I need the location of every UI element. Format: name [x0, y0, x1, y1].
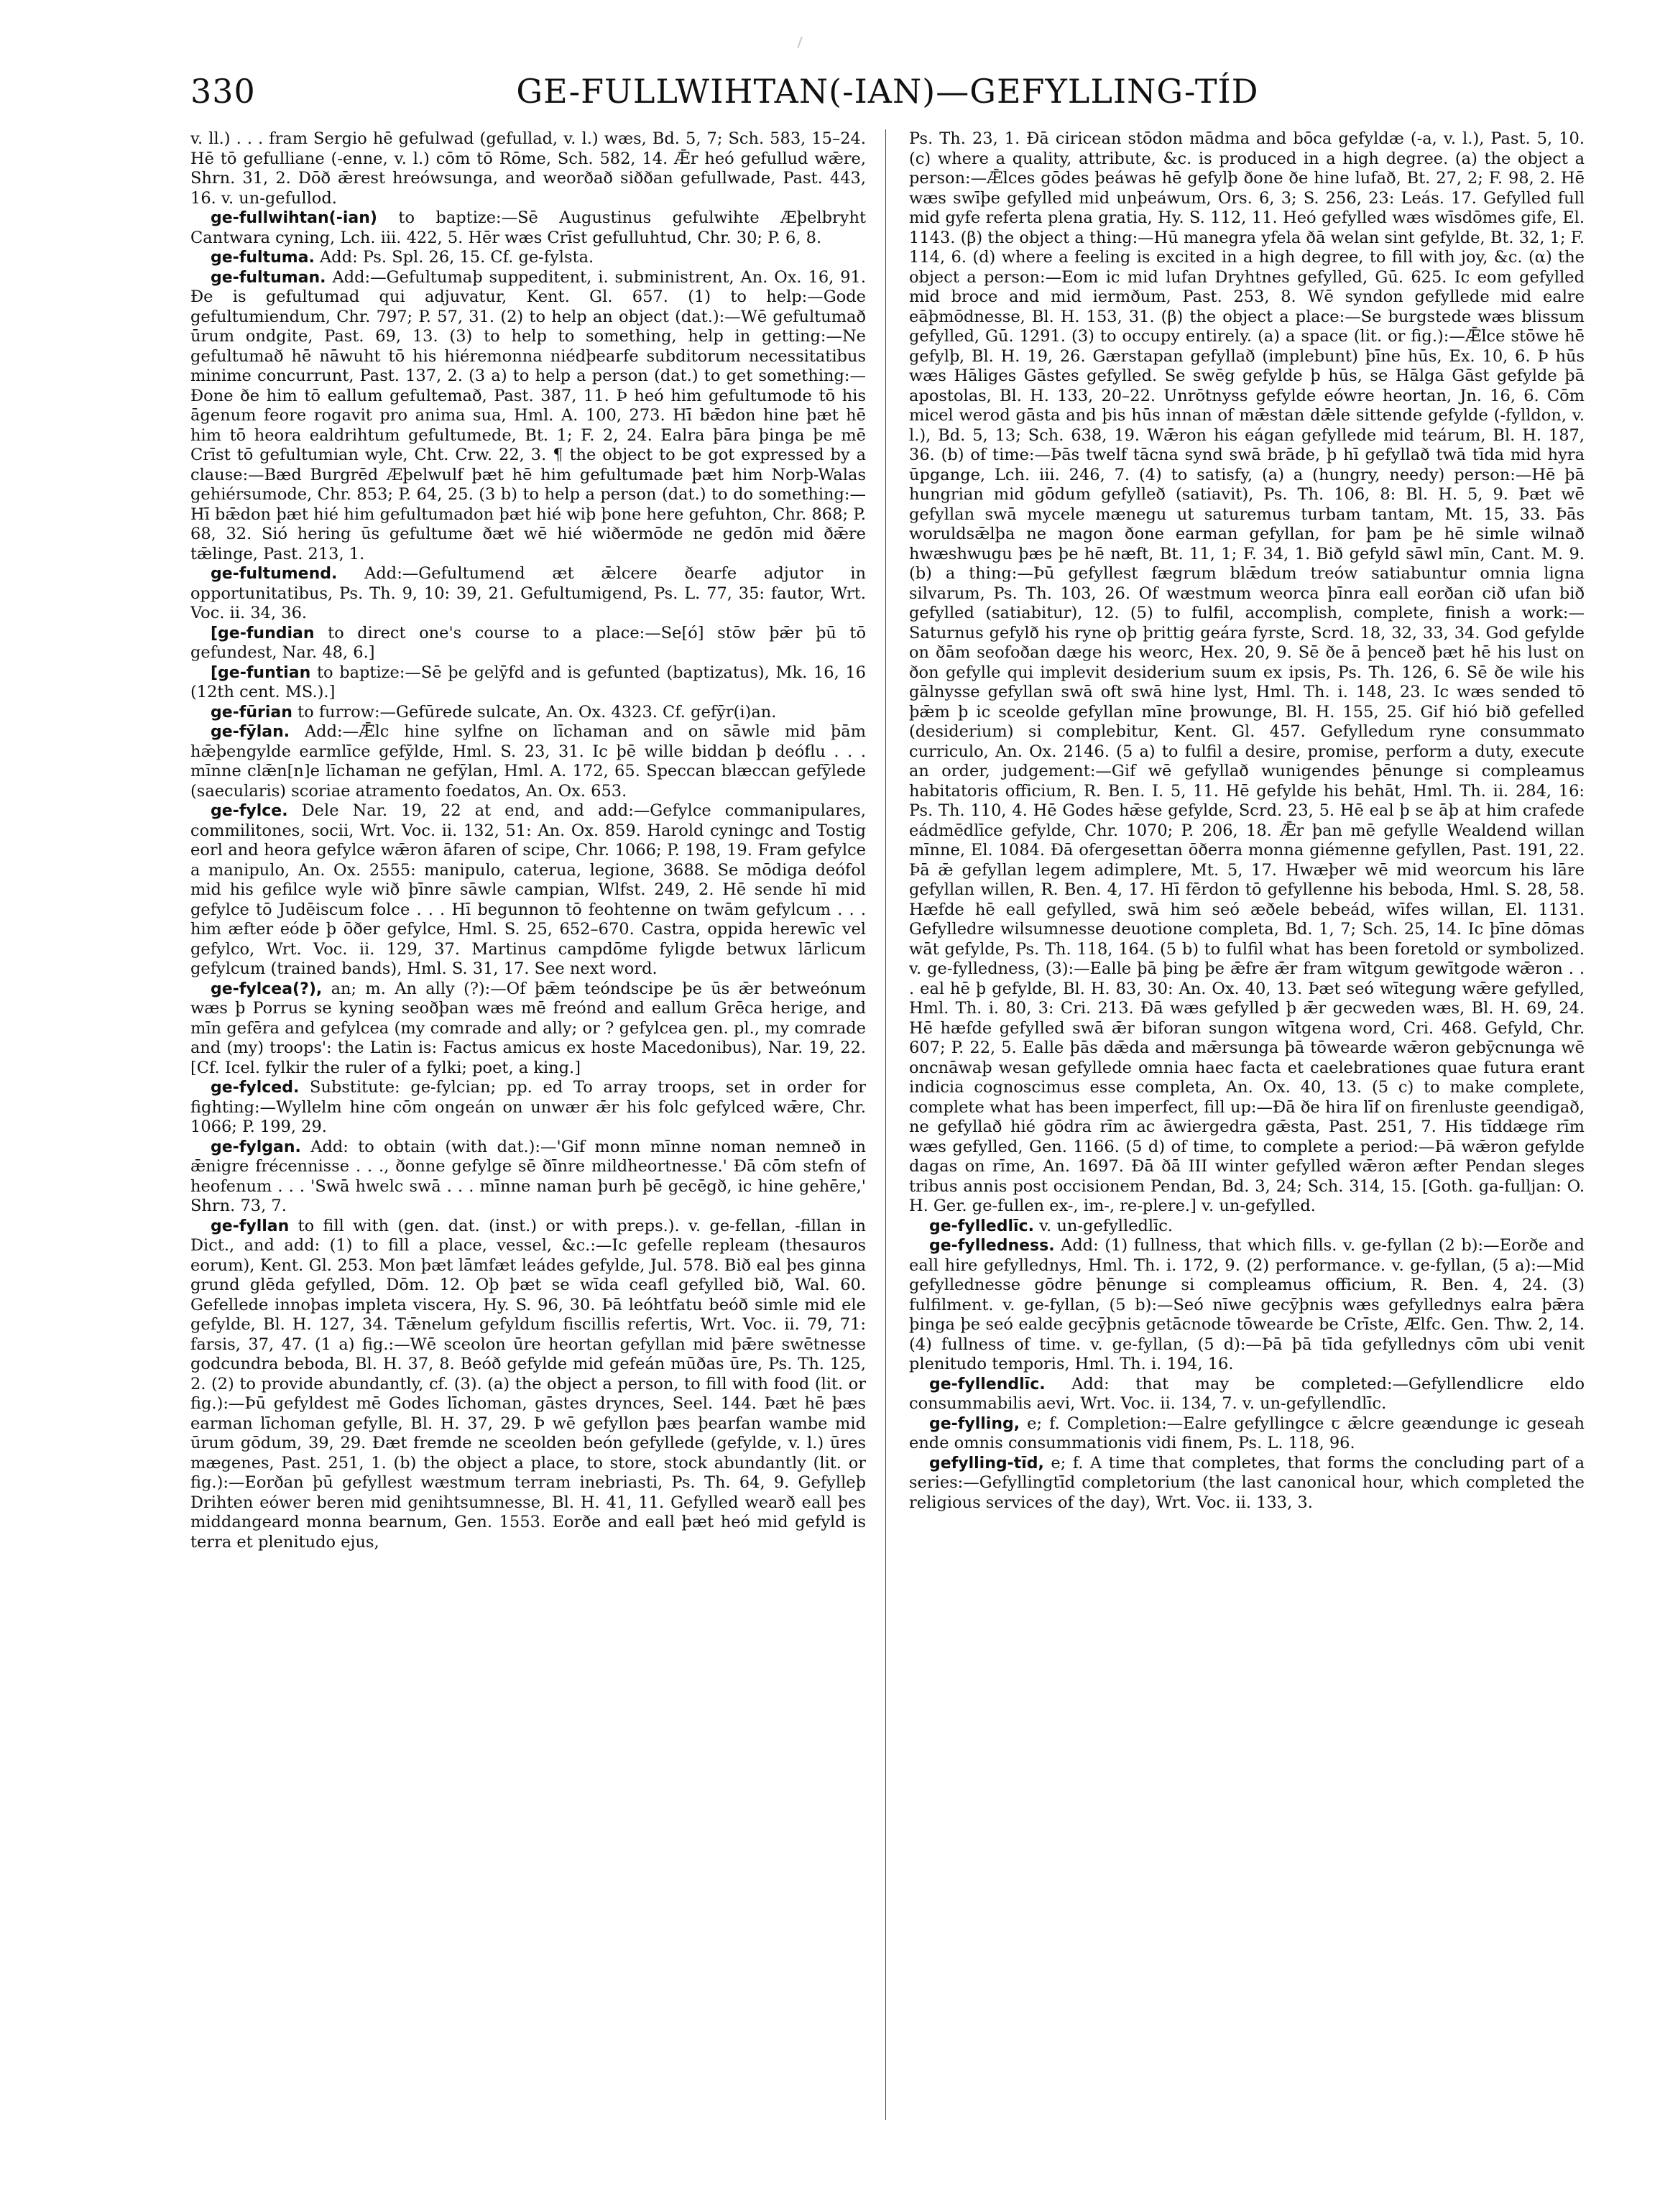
entry-text: e; f. A time that completes, that forms the concluding part of a series:—Gefyllingtīd completorium (the last canonical hour, which completed the religious services of the day), Wrt. Voc. ii. 133, 3. — [909, 1453, 1585, 1512]
dictionary-entry — [190, 208, 866, 248]
dictionary-entry — [190, 268, 866, 565]
entry-headword: ge-fultuma. — [211, 249, 315, 267]
dictionary-entry — [909, 1375, 1585, 1414]
entry-text: Add: to obtain (with dat.):—'Gif monn mīnne noman nemneð in ǣnigre frécennisse . . ., ðonne gefylge sē ðīnre mildheortnesse.' Ðā cōm stefn of heofenum . . . 'Swā hwelc swā . . . mīnne naman þurh þē gecēgð, ic hine gehēre,' Shrn. 73, 7. — [190, 1137, 866, 1215]
dictionary-entry — [190, 564, 866, 624]
running-title: GE-FULLWIHTAN(-IAN)—GEFYLLING-TÍD — [516, 72, 1259, 111]
entry-headword: ge-fullwihtan(-ian) — [211, 209, 377, 227]
entry-headword: ge-fultuman. — [211, 268, 326, 287]
entry-text: to furrow:—Gefūrede sulcate, An. Ox. 4323. Cf. gefȳr(i)an. — [298, 702, 777, 722]
entry-text: to fill with (gen. dat. (inst.) or with preps.). v. ge-fellan, -fillan in Dict., and add: (1) to fill a place, vessel, &c.:—Ic gefelle repleam (thesauros eorum), Kent. Gl. 253. Mon þæt lāmfæt leádes gefylde, Jul. 578. Bið eal þes ginna grund glēda gefylled, Dōm. 12. Oþ þæt se wīda ceafl gefylled bið, Wal. 60. Gefellede innoþas impleta viscera, Hy. S. 96, 30. Þā leóhtfatu beóð simle mid ele gefylde, Bl. H. 127, 34. Tǣnelum gefyldum fiscillis refertis, Wrt. Voc. ii. 79, 71: farsis, 37, 47. (1 a) fig.:—Wē sceolon ūre heortan gefyllan mid þǣre swētnesse godcundra beboda, Bl. H. 37, 8. Beóð gefylde mid gefeán mūðas ūre, Ps. Th. 125, 2. (2) to provide abundantly, cf. (3). (a) the object a person, to fill with food (lit. or fig.):—Þū gefyldest mē Godes līchoman, gāstes drynces, Seel. 144. Þæt hē þæs earman līchoman gefylle, Bl. H. 37, 29. Þ wē gefyllon þæs þearfan wambe mid ūrum gōdum, 39, 29. Ðæt fremde ne sceolden beón gefyllede (gefylde, v. l.) ūres mægenes, Past. 251, 1. (b) the object a place, to store, stock abundantly (lit. or fig.):—Eorðan þū gefyllest wæstmum terram inebriasti, Ps. Th. 64, 9. Gefylleþ Drihten eówer beren mid genihtsumnesse, Bl. H. 41, 11. Gefylled wearð eall þes middangeard monna bearnum, Gen. 1553. Eorðe and eall þæt heó mid gefyld is terra et plenitudo ejus, — [190, 1216, 866, 1552]
column-divider — [885, 129, 886, 2120]
page-header — [190, 72, 1585, 124]
scan-mark — [797, 37, 802, 48]
dictionary-entry — [190, 1138, 866, 1217]
dictionary-entry — [190, 703, 866, 723]
dictionary-entry — [909, 129, 1585, 1217]
entry-text: Add: that may be completed:—Gefyllendlicre eldo consummabilis aevi, Wrt. Voc. ii. 134, 7. v. un-gefyllendlīc. — [909, 1374, 1585, 1413]
entry-text: Ps. Th. 23, 1. Ðā ciricean stōdon mādma and bōca gefyldæ (-a, v. l.), Past. 5, 10. (c) where a quality, attribute, &c. is produced in a high degree. (a) the object a person:—Ǣlces gōdes þeáwas hē gefylþ ðone ðe hine lufað, Bt. 27, 2; F. 98, 2. Hē wæs swīþe gefylled mid unþeáwum, Ors. 6, 3; S. 256, 23: Leás. 17. Gefylled full mid gyfe referta plena gratia, Hy. S. 112, 11. Heó gefylled wæs wīsdōmes gife, El. 1143. (β) the object a thing:—Hū manegra yfela ðā welan sint gefylde, Bt. 32, 1; F. 114, 6. (d) where a feeling is excited in a high degree, to fill with joy, &c. (α) the object a person:—Eom ic mid lufan Dryhtnes gefylled, Gū. 625. Ic eom gefylled mid broce and mid iermðum, Past. 253, 8. Wē syndon gefyllede mid ealre eāþmōdnesse, Bl. H. 153, 31. (β) the object a place:—Se burgstede wæs blissum gefylled, Gū. 1291. (3) to occupy entirely. (a) a space (lit. or fig.):—Ǣlce stōwe hē gefylþ, Bl. H. 19, 26. Gærstapan gefyllað (implebunt) þīne hūs, Ex. 10, 6. Þ hūs wæs Hāliges Gāstes gefylled. Se swēg gefylde þ hūs, se Hālga Gāst gefylde þā apostolas, Bl. H. 133, 20–22. Unrōtnyss gefylde eówre heortan, Jn. 16, 6. Cōm micel werod gāsta and þis hūs innan of mǣstan dǣle sittende gefylde (-fylldon, v. l.), Bd. 5, 13; Sch. 638, 19. Wǣron his eágan gefyllede mid teárum, Bl. H. 187, 36. (b) of time:—Þās twelf tācna synd swā brāde, þ hī gefyllað twā tīda mid hyra ūpgange, Lch. iii. 246, 7. (4) to satisfy, (a) a (hungry, needy) person:—Hē þā hungrian mid gōdum gefylleð (satiavit), Ps. Th. 106, 8: Bl. H. 5, 9. Þæt wē gefyllan swā mycele mænegu ut saturemus turbam tantam, Mt. 15, 33. Þās woruldsǣlþa ne magon ðone earman gefyllan, for þam þe hē simle wilnað hwæshwugu þæs þe hē næft, Bt. 11, 1; F. 34, 1. Bið gefyld sāwl mīn, Cant. M. 9. (b) a thing:—Þū gefyllest fægrum blǣdum treów satiabuntur omnia ligna silvarum, Ps. Th. 103, 26. Of wæstmum weorca þīnra eall eorðan cið ufan bið gefylled (satiabitur), 12. (5) to fulfil, accomplish, complete, finish a work:—Saturnus gefylð his ryne oþ þrittig geára fyrste, Scrd. 18, 32, 33, 34. God gefylde on ðām seofoðan dæge his weorc, Hex. 20, 9. Sē ðe ā þenceð þæt hē his lust on ðon gefylle qui implevit desiderium suum ex ipsis, Ps. Th. 126, 6. Sē ðe wile his gālnysse gefyllan swā oft swā hine lyst, Hml. Th. i. 148, 23. Ic wæs sended tō þǣm þ ic sceolde gefyllan mīne þrowunge, Bl. H. 155, 25. Gif hió bið gefelled (desiderium) si complebitur, Kent. Gl. 457. Gefylledum ryne consummato curriculo, An. Ox. 2146. (5 a) to fulfil a desire, promise, perform a duty, execute an order, judgement:—Gif wē gefyllað wunigendes þēnunge si compleamus habitatoris officium, R. Ben. I. 5, 11. Hē gefylde his behāt, Hml. Th. ii. 284, 16: Ps. Th. 110, 4. Hē Godes hǣse gefylde, Scrd. 23, 5. Hē eal þ se āþ at him crafede eádmēdlīce gefylde, Chr. 1070; P. 206, 18. Ǣr þan mē gefylle Wealdend willan mīnne, El. 1084. Ðā ofergesettan ōðerra monna giémenne gefyllen, Past. 191, 22. Þā ǣ gefyllan legem adimplere, Mt. 5, 17. Hwæþer wē mid weorcum his lāre gefyllan willen, R. Ben. 4, 17. Hī fērdon tō gefyllenne his beboda, Hml. S. 28, 58. Hæfde hē eall gefylled, swā him seó æðele bebeád, wīfes willan, El. 1131. Gefylledre wilsumnesse deuotione completa, Bd. 1, 7; Sch. 25, 14. Ic þīne dōmas wāt gefylde, Ps. Th. 118, 164. (5 b) to fulfil what has been foretold or symbolized. v. ge-fylledness, (3):—Ealle þā þing þe ǣfre ǣr fram wītgum gewītgode wǣron . . . eal hē þ gefylde, Bl. H. 83, 30: An. Ox. 40, 13. Þæt seó wītegung wǣre gefylled, Hml. Th. i. 80, 3: Cri. 213. Ðā wæs gefylled þ ǣr gecweden wæs, Bl. H. 69, 24. Hē hæfde gefylled swā ǣr biforan sungon wītgena word, Cri. 468. Gefyld, Chr. 607; P. 22, 5. Ealle þās dǣda and mǣrsunga þā tōwearde wǣron gebȳcnunga wē oncnāwaþ wesan gefyllede omnia haec facta et caelebrationes quae futura erant indicia cognoscimus esse completa, An. Ox. 40, 13. (5 c) to make complete, complete what has been imperfect, fill up:—Ðā ðe hira līf on firenluste geendigað, ne gefyllað hié gōdra rīm ac āwiergedra gǣsta, Past. 251, 7. His tīddæge rīm wæs gefylled, Gen. 1166. (5 d) of time, to complete a period:—Þā wǣron gefylde dagas on rīme, An. 1697. Ðā ðā III winter gefylled wǣron æfter Pendan sleges tribus annis post occisionem Pendan, Bd. 3, 24; Sch. 314, 15. [Goth. ga-fulljan: O. H. Ger. ge-fullen ex-, im-, re-plere.] v. un-gefylled. — [909, 129, 1585, 1215]
entry-headword: ge-fylced. — [211, 1079, 300, 1097]
entry-text: Substitute: ge-fylcian; pp. ed To array troops, set in order for fighting:—Wyllelm hine cōm ongeán on unwær ǣr his folc gefylced wǣre, Chr. 1066; P. 199, 29. — [190, 1078, 866, 1136]
dictionary-entry — [190, 1217, 866, 1553]
entry-text: v. un-gefylledlīc. — [1039, 1216, 1173, 1235]
entry-headword: ge-fultumend. — [211, 565, 338, 583]
dictionary-entry — [909, 1236, 1585, 1375]
entry-headword: gefylling-tīd, — [929, 1454, 1044, 1473]
dictionary-entry — [190, 129, 866, 208]
entry-text: v. ll.) . . . fram Sergio hē gefulwad (gefullad, v. l.) wæs, Bd. 5, 7; Sch. 583, 15–24. Hē tō gefulliane (-enne, v. l.) cōm tō Rōme, Sch. 582, 14. Ǣr heó gefullud wǣre, Shrn. 31, 2. Dōð ǣrest hreówsunga, and weorðað siððan gefullwade, Past. 443, 16. v. un-gefullod. — [190, 129, 866, 208]
entry-headword: ge-fyllendlīc. — [929, 1375, 1046, 1393]
entry-text: Add:—Gefultumaþ suppeditent, i. subministrent, An. Ox. 16, 91. Ðe is gefultumad qui adjuvatur, Kent. Gl. 657. (1) to help:—Gode gefultumiendum, Chr. 797; P. 57, 31. (2) to help an object (dat.):—Wē gefultumað ūrum ondgite, Past. 69, 13. (3) to help to something, help in getting:—Ne gefultumað hē nāwuht tō his hiéremonna niédþearfe subditorum necessitatibus minime concurrunt, Past. 137, 2. (3 a) to help a person (dat.) to get something:—Ðone ðe him tō eallum gefultemað, Past. 387, 11. Þ heó him gefultumode tō his āgenum feore rogavit pro anima sua, Hml. A. 100, 273. Hī bǣdon hine þæt hē him tō heora ealdrihtum gefultumede, Bt. 1; F. 2, 24. Ealra þāra þinga þe mē Crīst tō gefultumian wyle, Cht. Crw. 22, 3. ¶ the object to be got expressed by a clause:—Bæd Burgrēd Æþelwulf þæt hē him gefultumade þæt him Norþ-Walas gehiérsumode, Chr. 853; P. 64, 25. (3 b) to help a person (dat.) to do something:—Hī bǣdon þæt hié him gefultumadon þæt hié wiþ þone here gefuhton, Chr. 868; P. 68, 32. Sió hering ūs gefultume ðæt wē hié wiðermōde ne gedōn mid ðǣre tǣlinge, Past. 213, 1. — [190, 267, 866, 563]
entry-headword: ge-fylledness. — [929, 1237, 1055, 1255]
entry-text: to baptize:—Sē þe gelȳfd and is gefunted (baptizatus), Mk. 16, 16 (12th cent. MS.).] — [190, 663, 866, 701]
entry-headword: ge-fȳlan. — [211, 723, 290, 741]
entry-headword: ge-fylgan. — [211, 1138, 301, 1156]
entry-text: Dele Nar. 19, 22 at end, and add:—Gefylce commanipulares, commilitones, socii, Wrt. Voc. ii. 132, 51: An. Ox. 859. Harold cyningc and Tostig eorl and heora gefylce wǣron āfaren of scipe, Chr. 1066; P. 198, 19. Fram gefylce a manipulo, An. Ox. 2555: manipulo, caterua, legione, 3688. Se mōdiga deófol mid his gefilce wyle wið þīnre sāwle campian, Wlfst. 249, 2. Hē sende hī mid gefylce tō Judēiscum folce . . . Hī begunnon tō feohtenne on twām gefylcum . . . him æfter eóde þ ōðer gefylce, Hml. S. 25, 652–670. Castra, oppida herewīc vel gefylco, Wrt. Voc. ii. 129, 37. Martinus campdōme fyligde betwux lārlicum gefylcum (trained bands), Hml. S. 31, 17. See next word. — [190, 801, 866, 978]
entry-text: to direct one's course to a place:—Se[ó] stōw þǣr þū tō gefundest, Nar. 48, 6.] — [190, 623, 866, 662]
entry-headword: ge-fyllan — [211, 1217, 290, 1235]
entry-headword: [ge-funtian — [211, 663, 311, 682]
dictionary-entry — [190, 1078, 866, 1138]
entry-text: Add: (1) fullness, that which fills. v. ge-fyllan (2 b):—Eorðe and eall hire gefyllednys, Hml. Th. i. 172, 9. (2) performance. v. ge-fyllan, (5 a):—Mid gefyllednesse gōdre þēnunge si compleamus officium, R. Ben. 4, 24. (3) fulfilment. v. ge-fyllan, (5 b):—Seó nīwe gecȳþnis wæs gefyllednys ealra þǣra þinga þe seó ealde gecȳþnis getācnode tōwearde be Crīste, Ælfc. Gen. Thw. 2, 14. (4) fullness of time. v. ge-fyllan, (5 d):—Þā þā tīda gefyllednys cōm ubi venit plenitudo temporis, Hml. Th. i. 194, 16. — [909, 1236, 1585, 1373]
right-column — [909, 129, 1585, 2127]
entry-text: Add:—Ǣlc hine sylfne on līchaman and on sāwle mid þām hǣþengylde earmlīce gefȳlde, Hml. S. 23, 31. Ic þē wille biddan þ deóflu . . . mīnne clǣn[n]e līchaman ne gefȳlan, Hml. A. 172, 65. Speccan blæccan gefȳlede (saecularis) scoriae atramento foedatos, An. Ox. 653. — [190, 722, 866, 801]
dictionary-entry — [909, 1414, 1585, 1454]
dictionary-entry — [909, 1454, 1585, 1513]
dictionary-entry — [190, 663, 866, 703]
entry-headword: ge-fylledlīc. — [929, 1217, 1034, 1235]
dictionary-entry — [190, 980, 866, 1079]
entry-headword: ge-fylce. — [211, 802, 288, 820]
entry-text: an; m. An ally (?):—Of þǣm teóndscipe þe ūs ǣr betweónum wæs þ Porrus se kyning seoðþan wæs mē freónd and eallum Grēca herige, and mīn gefēra and gefylcea (my comrade and ally; or ? gefylcea gen. pl., my comrade and (my) troops': the Latin is: Factus amicus ex hoste Macedonibus), Nar. 19, 22. [Cf. Icel. fylkir the ruler of a fylki; poet, a king.] — [190, 979, 866, 1077]
dictionary-entry — [909, 1217, 1585, 1237]
dictionary-entry — [190, 722, 866, 801]
entry-headword: ge-fylling, — [929, 1414, 1020, 1433]
entry-text: Add:—Gefultumend æt ǣlcere ðearfe adjutor in opportunitatibus, Ps. Th. 9, 10: 39, 21. Gefultumigend, Ps. L. 77, 35: fautor, Wrt. Voc. ii. 34, 36. — [190, 564, 866, 622]
dictionary-entry — [190, 801, 866, 980]
left-column — [190, 129, 866, 2127]
entry-text: e; f. Completion:—Ealre gefyllingce ꞇ ǣlcre geændunge ic geseah ende omnis consummationis vidi finem, Ps. L. 118, 96. — [909, 1414, 1585, 1452]
entry-headword: ge-fūrian — [211, 703, 292, 722]
page-number: 330 — [190, 72, 256, 111]
dictionary-entry — [190, 248, 866, 268]
entry-text: to baptize:—Sē Augustinus gefulwihte Æþelbryht Cantwara cyning, Lch. iii. 422, 5. Hēr wæs Crīst gefulluhtud, Chr. 30; P. 6, 8. — [190, 208, 866, 247]
entry-text: Add: Ps. Spl. 26, 15. Cf. ge-fylsta. — [320, 248, 594, 267]
entry-headword: ge-fylcea(?), — [211, 980, 323, 998]
dictionary-entry — [190, 624, 866, 663]
entry-headword: [ge-fundian — [211, 624, 315, 642]
